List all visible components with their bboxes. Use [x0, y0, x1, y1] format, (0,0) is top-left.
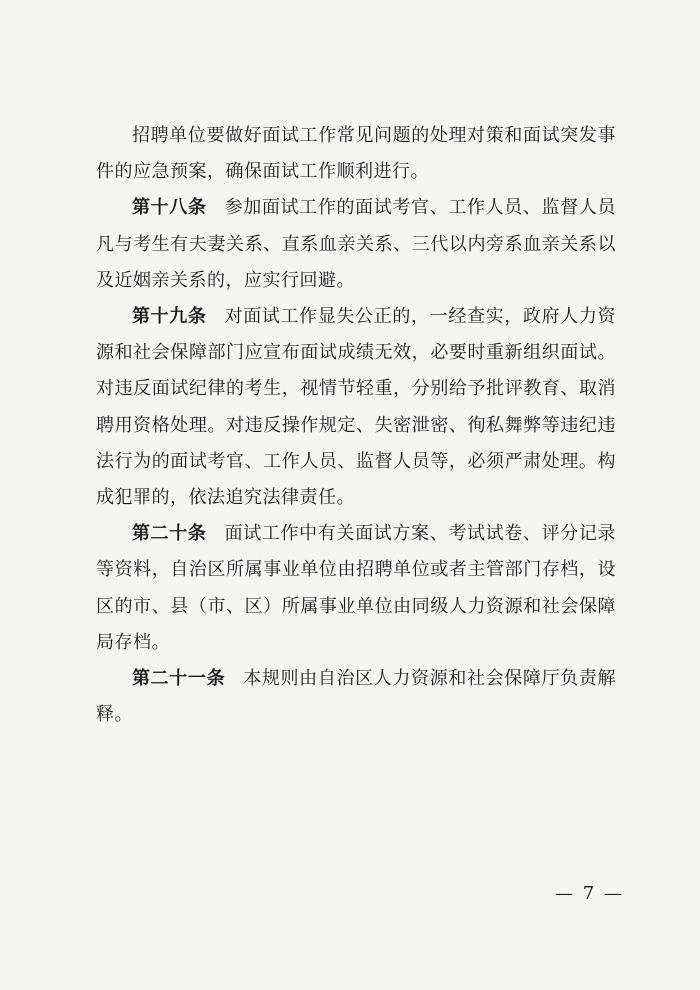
paragraph-text: 参加面试工作的面试考官、工作人员、监督人员凡与考生有夫妻关系、直系血亲关系、三代以内旁系血亲关系以及近姻亲关系的，应实行回避。: [96, 197, 617, 291]
paragraph-article-19: [96, 299, 616, 516]
page-number: — 7 —: [555, 883, 624, 904]
paragraph-text: 对面试工作显失公正的，一经查实，政府人力资源和社会保障部门应宣布面试成绩无效，必要时重新组织面试。对违反面试纪律的考生，视情节轻重，分别给予批评教育、取消聘用资格处理。对违反操作规定、失密泄密、徇私舞弊等违纪违法行为的面试考官、工作人员、监督人员等，必须严肃处理。构成犯罪的，依法追究法律责任。: [96, 306, 617, 509]
article-number: 第二十条: [132, 523, 207, 545]
paragraph-text: 面试工作中有关面试方案、考试试卷、评分记录等资料，自治区所属事业单位由招聘单位或者主管部门存档，设区的市、县（市、区）所属事业单位由同级人力资源和社会保障局存档。: [96, 523, 617, 653]
article-number: 第十八条: [132, 197, 207, 219]
paragraph-text: 本规则由自治区人力资源和社会保障厅负责解释。: [96, 668, 617, 726]
article-number: 第十九条: [132, 306, 207, 328]
article-number: 第二十一条: [132, 668, 226, 690]
paragraph-article-18: [96, 190, 616, 299]
paragraph-article-21: [96, 661, 616, 733]
paragraph-text: 招聘单位要做好面试工作常见问题的处理对策和面试突发事件的应急预案，确保面试工作顺利进行。: [96, 125, 616, 183]
paragraph-intro: [96, 118, 616, 190]
paragraph-article-20: [96, 516, 616, 661]
document-body: [96, 118, 616, 733]
